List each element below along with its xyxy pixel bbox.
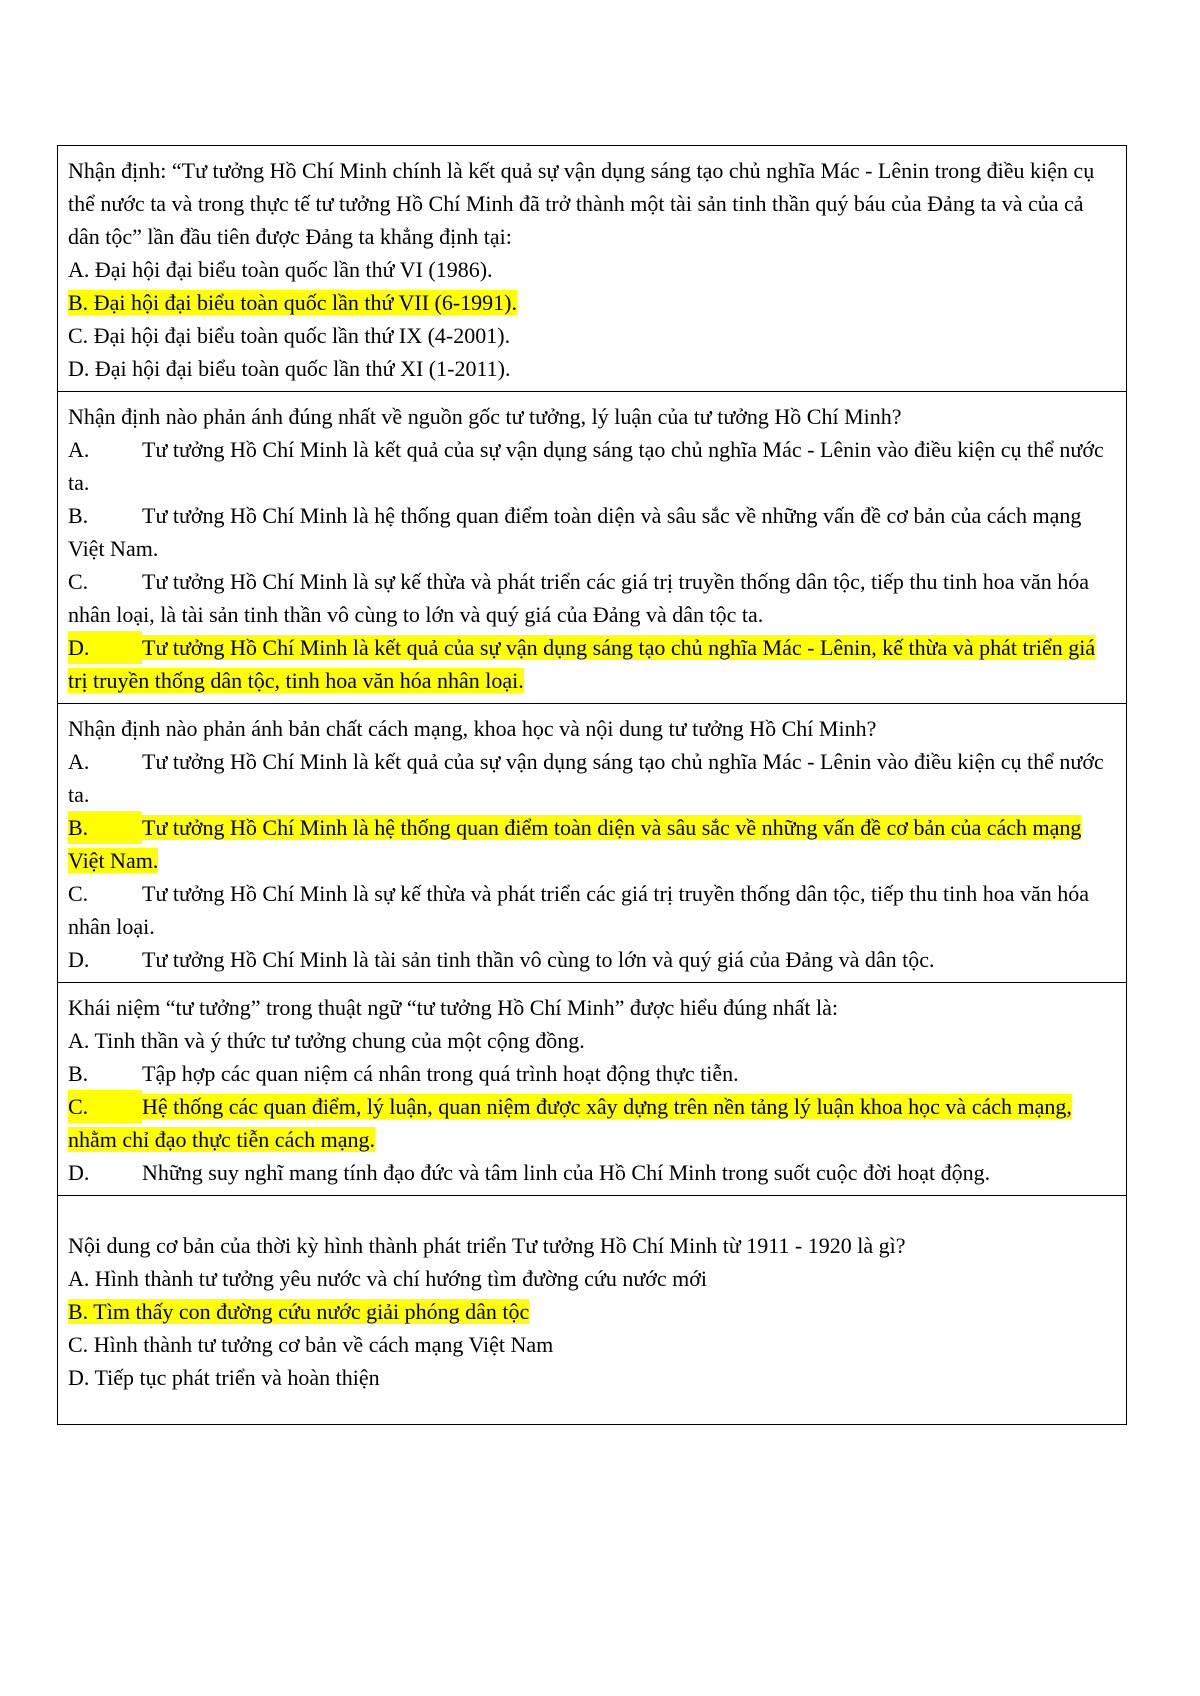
option-label: D. [68, 1365, 90, 1390]
option-d [68, 1156, 1116, 1189]
option-a [68, 1262, 1116, 1295]
option-label: B. [68, 1061, 89, 1086]
option-text: Hệ thống các quan điểm, lý luận, quan niệm được xây dựng trên nền tảng lý luận khoa học và cách mạng, nhằm chỉ đạo thực tiễn cách mạng. [68, 1094, 1072, 1152]
question-cell-4 [58, 983, 1126, 1196]
option-c [68, 877, 1116, 943]
option-a [68, 253, 1116, 286]
option-text: Tư tưởng Hồ Chí Minh là hệ thống quan điểm toàn diện và sâu sắc về những vấn đề cơ bản của cách mạng Việt Nam. [68, 503, 1082, 561]
option-c [68, 1328, 1116, 1361]
option-text: Tư tưởng Hồ Chí Minh là kết quả của sự vận dụng sáng tạo chủ nghĩa Mác - Lênin, kế thừa và phát triển giá trị truyền thống dân tộc, tinh hoa văn hóa nhân loại. [68, 635, 1096, 693]
option-text: Đại hội đại biểu toàn quốc lần thứ VII (6-1991). [93, 290, 517, 315]
question-cell-3 [58, 704, 1126, 983]
option-label: B. [68, 1299, 89, 1324]
option-b-correct [68, 286, 1116, 319]
option-text: Những suy nghĩ mang tính đạo đức và tâm linh của Hồ Chí Minh trong suốt cuộc đời hoạt động. [142, 1160, 991, 1185]
option-a [68, 745, 1116, 811]
question-text: Nhận định: “Tư tưởng Hồ Chí Minh chính là kết quả sự vận dụng sáng tạo chủ nghĩa Mác - Lênin trong điều kiện cụ thể nước ta và trong thực tế tư tưởng Hồ Chí Minh đã trở thành một tài sản tinh thần quý báu của Đảng ta và của cả dân tộc” lần đầu tiên được Đảng ta khẳng định tại: [68, 158, 1095, 249]
question-cell-1 [58, 146, 1126, 392]
option-c [68, 319, 1116, 352]
option-text: Hình thành tư tưởng yêu nước và chí hướng tìm đường cứu nước mới [94, 1266, 708, 1291]
option-label: A. [68, 749, 90, 774]
option-text: Tư tưởng Hồ Chí Minh là kết quả của sự vận dụng sáng tạo chủ nghĩa Mác - Lênin vào điều kiện cụ thể nước ta. [68, 749, 1104, 807]
option-b-correct [68, 811, 1116, 877]
option-b [68, 1057, 1116, 1090]
option-text: Tiếp tục phát triển và hoàn thiện [94, 1365, 380, 1390]
option-text: Đại hội đại biểu toàn quốc lần thứ XI (1-2011). [94, 356, 511, 381]
option-text: Hình thành tư tưởng cơ bản về cách mạng Việt Nam [93, 1332, 554, 1357]
option-label: B. [68, 811, 142, 844]
option-label: B. [68, 290, 89, 315]
option-text: Tư tưởng Hồ Chí Minh là sự kế thừa và phát triển các giá trị truyền thống dân tộc, tiếp thu tinh hoa văn hóa nhân loại. [68, 881, 1090, 939]
question-text: Nhận định nào phản ánh đúng nhất về nguồn gốc tư tưởng, lý luận của tư tưởng Hồ Chí Minh? [68, 404, 902, 429]
option-text: Đại hội đại biểu toàn quốc lần thứ VI (1986). [94, 257, 493, 282]
option-label: A. [68, 437, 90, 462]
option-text: Tư tưởng Hồ Chí Minh là hệ thống quan điểm toàn diện và sâu sắc về những vấn đề cơ bản của cách mạng Việt Nam. [68, 815, 1082, 873]
option-text: Đại hội đại biểu toàn quốc lần thứ IX (4-2001). [93, 323, 511, 348]
option-b-correct [68, 1295, 1116, 1328]
option-label: C. [68, 881, 89, 906]
option-text: Tìm thấy con đường cứu nước giải phóng dân tộc [93, 1299, 530, 1324]
option-text: Tư tưởng Hồ Chí Minh là tài sản tinh thần vô cùng to lớn và quý giá của Đảng và dân tộc. [142, 947, 935, 972]
option-text: Tư tưởng Hồ Chí Minh là sự kế thừa và phát triển các giá trị truyền thống dân tộc, tiếp thu tinh hoa văn hóa nhân loại, là tài sản tinh thần vô cùng to lớn và quý giá của Đảng và dân tộc ta. [68, 569, 1090, 627]
option-label: C. [68, 569, 89, 594]
question-text: Nội dung cơ bản của thời kỳ hình thành phát triển Tư tưởng Hồ Chí Minh từ 1911 - 1920 là gì? [68, 1233, 906, 1258]
question-cell-2 [58, 392, 1126, 704]
option-label: A. [68, 1028, 90, 1053]
question-text: Nhận định nào phản ánh bản chất cách mạng, khoa học và nội dung tư tưởng Hồ Chí Minh? [68, 716, 877, 741]
option-label: C. [68, 1090, 142, 1123]
option-label: B. [68, 503, 89, 528]
option-label: C. [68, 1332, 89, 1357]
quiz-table [57, 145, 1127, 1425]
option-label: D. [68, 356, 90, 381]
option-label: A. [68, 257, 90, 282]
option-a [68, 1024, 1116, 1057]
option-c-correct [68, 1090, 1116, 1156]
option-text: Tinh thần và ý thức tư tưởng chung của một cộng đồng. [94, 1028, 585, 1053]
option-b [68, 499, 1116, 565]
option-label: D. [68, 947, 90, 972]
option-label: C. [68, 323, 89, 348]
option-label: A. [68, 1266, 90, 1291]
option-d [68, 352, 1116, 385]
option-d [68, 1361, 1116, 1394]
question-text: Khái niệm “tư tưởng” trong thuật ngữ “tư tưởng Hồ Chí Minh” được hiểu đúng nhất là: [68, 995, 838, 1020]
option-d-correct [68, 631, 1116, 697]
question-cell-5 [58, 1196, 1126, 1424]
option-label: D. [68, 631, 142, 664]
option-d [68, 943, 1116, 976]
option-text: Tư tưởng Hồ Chí Minh là kết quả của sự vận dụng sáng tạo chủ nghĩa Mác - Lênin vào điều kiện cụ thể nước ta. [68, 437, 1104, 495]
option-label: D. [68, 1160, 90, 1185]
option-text: Tập hợp các quan niệm cá nhân trong quá trình hoạt động thực tiễn. [142, 1061, 739, 1086]
option-c [68, 565, 1116, 631]
option-a [68, 433, 1116, 499]
